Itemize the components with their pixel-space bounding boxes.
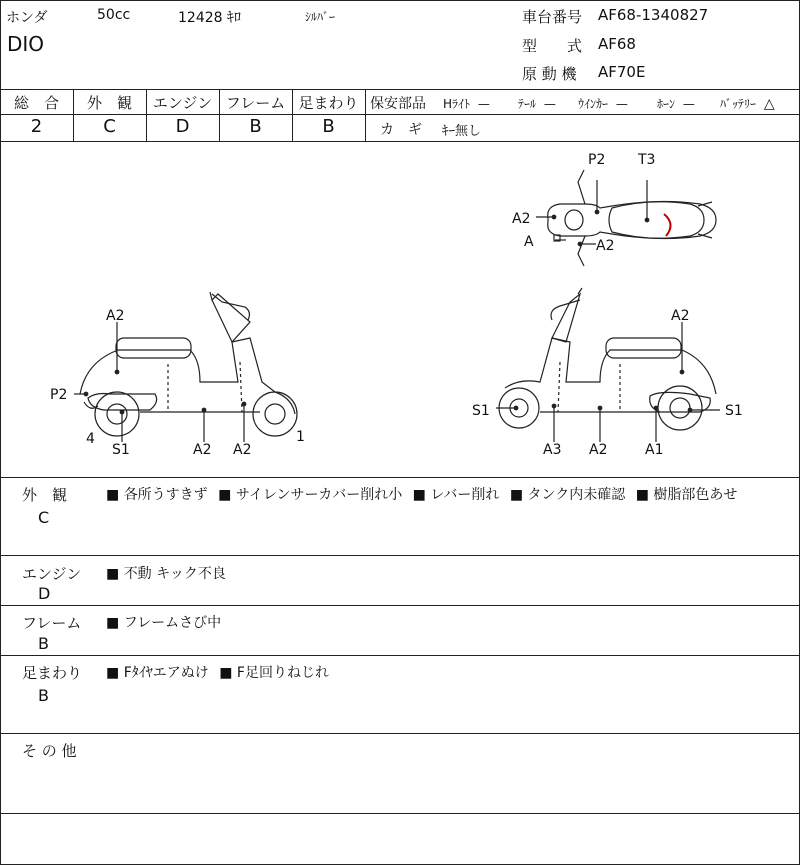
grade-header-frame: フレーム (225, 94, 286, 112)
left-label-s1: S1 (112, 442, 130, 458)
detail-grade-suspension: B (38, 686, 49, 705)
detail-label-other: そ の 他 (22, 742, 77, 760)
detail-label-suspension: 足まわり (22, 664, 83, 682)
grade-value-overall: 2 (30, 116, 43, 137)
right-label-a2-mid: A2 (589, 442, 608, 458)
safety-item-name: ﾊﾞｯﾃﾘｰ (720, 97, 757, 111)
detail-label-frame: フレーム (22, 614, 82, 632)
detail-items-engine: ■ 不動 キック不良 (106, 566, 226, 582)
safety-item-winker (578, 95, 628, 112)
detail-item: F足回りねじれ (236, 665, 329, 681)
maker: ホンダ (6, 10, 48, 26)
safety-item-name: ｳｲﾝｶｰ (578, 97, 609, 111)
right-label-s1-right: S1 (725, 403, 743, 419)
safety-item-headlight (443, 95, 490, 112)
safety-label: 保安部品 (370, 96, 426, 112)
engine-value: AF70E (598, 63, 646, 81)
key-value: ｷｰ無し (442, 124, 482, 139)
safety-item-name: ﾎｰﾝ (657, 97, 676, 111)
type-value: AF68 (598, 35, 636, 53)
safety-item-mark: — (682, 97, 695, 111)
safety-item-mark: — (477, 97, 490, 111)
engine-label: 原 動 機 (522, 65, 577, 83)
frame-no: AF68-1340827 (598, 6, 709, 24)
detail-items-suspension: ■ Fﾀｲﾔエアぬけ ■ F足回りねじれ (106, 665, 329, 681)
grade-value-engine: D (175, 116, 190, 137)
detail-items-frame: ■ フレームさび中 (106, 615, 222, 631)
mileage: 12428 ｷﾛ (178, 10, 241, 26)
safety-item-horn (657, 95, 695, 112)
top-label-a2-bottom: A2 (596, 238, 615, 254)
grade-value-frame: B (249, 116, 262, 137)
type-label: 型 式 (522, 37, 583, 55)
detail-grade-exterior: C (38, 508, 50, 527)
safety-item-mark: — (543, 97, 556, 111)
safety-item-name: ﾃｰﾙ (518, 97, 537, 111)
grade-header-engine: エンジン (152, 94, 213, 112)
safety-item-mark: △ (763, 96, 775, 112)
right-label-a1: A1 (645, 442, 664, 458)
damage-diagram (0, 142, 800, 476)
grade-header-exterior: 外 観 (86, 94, 132, 112)
left-label-a2-mid: A2 (193, 442, 212, 458)
left-label-num1: 1 (296, 429, 305, 445)
detail-item: レバー削れ (430, 487, 500, 503)
right-label-a3: A3 (543, 442, 562, 458)
safety-item-mark: — (615, 97, 628, 111)
model-name: DIO (7, 32, 45, 56)
detail-item: フレームさび中 (123, 615, 222, 631)
grade-header-suspension: 足まわり (298, 94, 359, 112)
top-label-t3: T3 (638, 152, 656, 168)
detail-item: サイレンサーカバー削れ小 (235, 487, 403, 503)
grade-value-exterior: C (103, 116, 116, 137)
detail-item: Fﾀｲﾔエアぬけ (123, 665, 209, 681)
left-label-num4: 4 (86, 431, 95, 447)
left-label-p2: P2 (50, 387, 68, 403)
detail-item: 各所うすきず (123, 487, 208, 503)
frame-no-label: 車台番号 (522, 8, 583, 26)
displacement: 50cc (97, 7, 131, 23)
left-label-a2-right: A2 (233, 442, 252, 458)
safety-item-battery (720, 95, 775, 112)
top-label-a2-left: A2 (512, 211, 531, 227)
scooter-top-view (548, 170, 716, 266)
detail-label-engine: エンジン (22, 565, 82, 583)
top-label-p2: P2 (588, 152, 606, 168)
detail-item: タンク内未確認 (527, 487, 626, 503)
right-label-a2-top: A2 (671, 308, 690, 324)
detail-grade-frame: B (38, 634, 49, 653)
safety-item-name: Hﾗｲﾄ (443, 97, 471, 111)
top-label-a: A (524, 234, 534, 250)
left-label-a2-top: A2 (106, 308, 125, 324)
grade-header-overall: 総 合 (13, 94, 59, 112)
safety-item-tail (518, 95, 556, 112)
detail-item: 不動 キック不良 (123, 566, 226, 582)
key-label: カ ギ (380, 122, 422, 138)
color: ｼﾙﾊﾞｰ (305, 10, 336, 24)
detail-grade-engine: D (38, 584, 51, 603)
detail-items-exterior: ■ 各所うすきず ■ サイレンサーカバー削れ小 ■ レバー削れ ■ タンク内未確認 ■ 樹脂部色あせ (106, 487, 738, 503)
detail-label-exterior: 外 観 (22, 486, 68, 504)
right-label-s1-left: S1 (472, 403, 490, 419)
detail-item: 樹脂部色あせ (653, 487, 738, 503)
grade-value-suspension: B (322, 116, 335, 137)
